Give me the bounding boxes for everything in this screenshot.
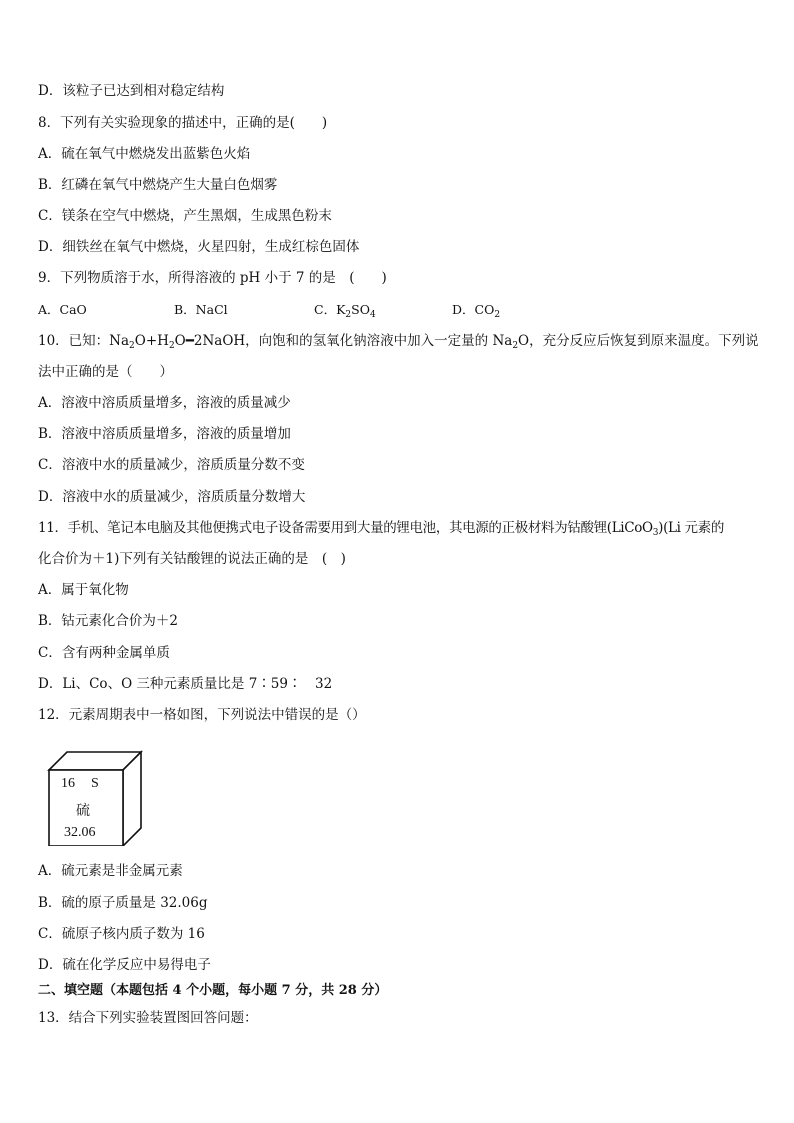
question-10-line2: 法中正确的是（ ） [38,364,173,380]
q8-option-b: B．红磷在氧气中燃烧产生大量白色烟雾 [38,177,278,193]
q11-option-c: C．含有两种金属单质 [38,645,170,661]
question-9: 9．下列物质溶于水，所得溶液的 pH 小于 7 的是 ( ) [38,270,387,286]
question-13: 13．结合下列实验装置图回答问题： [38,1010,258,1026]
q10-option-a: A．溶液中溶质质量增多，溶液的质量减少 [38,395,291,411]
element-name: 硫 [76,803,90,819]
question-12: 12．元素周期表中一格如图，下列说法中错误的是（） [38,707,366,723]
q9-option-b: B．NaCl [174,302,228,317]
q10-option-b: B．溶液中溶质质量增多，溶液的质量增加 [38,426,291,442]
q8-option-d: D．细铁丝在氧气中燃烧，火星四射，生成红棕色固体 [38,239,360,255]
q10-option-d: D．溶液中水的质量减少，溶质质量分数增大 [38,489,306,505]
section-2-heading: 二、填空题（本题包括 4 个小题，每小题 7 分，共 28 分） [38,983,388,998]
q8-option-c: C．镁条在空气中燃烧，产生黑烟，生成黑色粉末 [38,208,332,224]
line-d-particle: D．该粒子已达到相对稳定结构 [38,83,225,99]
q12-option-c: C．硫原子核内质子数为 16 [38,926,205,942]
question-11: 11．手机、笔记本电脑及其他便携式电子设备需要用到大量的锂电池，其电源的正极材料为钴酸锂(LiCoO$_3$)(Li 元素的 [38,520,724,538]
question-8: 8．下列有关实验现象的描述中，正确的是( ) [38,115,328,131]
periodic-table-cell [44,750,144,846]
question-10: 10．已知：$Na_2O+H_2O━2NaOH$，向饱和的氢氧化钠溶液中加入一定量的 $Na_2O$，充分反应后恢复到原来温度。下列说 [38,333,759,351]
q11-option-d: D．Li、Co、O 三种元素质量比是 7∶59∶ 32 [38,676,333,692]
element-atomic-number: 16 [61,776,75,791]
q8-option-a: A．硫在氧气中燃烧发出蓝紫色火焰 [38,146,251,162]
element-symbol: S [91,776,99,791]
q9-option-d: D．$CO_2$ [452,302,501,320]
q12-option-d: D．硫在化学反应中易得电子 [38,957,211,973]
q12-option-a: A．硫元素是非金属元素 [38,863,183,879]
q9-option-c: C．$K_2SO_4$ [314,302,376,320]
element-atomic-mass: 32.06 [64,825,96,840]
q11-option-b: B．钴元素化合价为＋2 [38,613,179,629]
q10-option-c: C．溶液中水的质量减少，溶质质量分数不变 [38,457,305,473]
q9-option-a: A．CaO [38,302,87,317]
q11-option-a: A．属于氧化物 [38,582,129,598]
question-11-line2: 化合价为＋1)下列有关钴酸锂的说法正确的是 ( ) [38,551,346,567]
q12-option-b: B．硫的原子质量是 32.06g [38,895,208,911]
